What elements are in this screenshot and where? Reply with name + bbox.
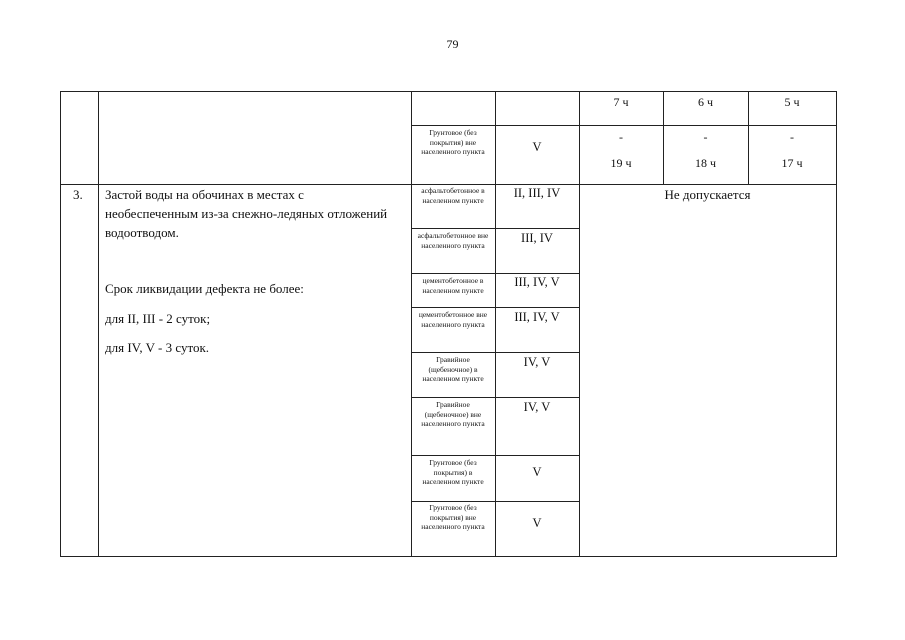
row-line-top-sub [411, 125, 836, 126]
hours-cell-2: 6 ч [697, 95, 714, 109]
class-value: III, IV [521, 231, 553, 245]
col-line-2 [411, 92, 412, 556]
class-value: V [532, 516, 542, 530]
class-value: III, IV, V [514, 275, 560, 289]
item-number: 3. [73, 187, 83, 202]
class-value: III, IV, V [514, 310, 560, 324]
hours2-cell-3: 17 ч [781, 156, 803, 170]
surface-label: асфальтобетонное в населенном пункте [421, 186, 485, 205]
class-value: IV, V [523, 400, 551, 414]
row-line-surface-4 [411, 352, 579, 353]
class-value-top: V [532, 140, 542, 154]
row-line-surface-6 [411, 455, 579, 456]
deadline-title: Срок ликвидации дефекта не более: [105, 281, 304, 296]
row-line-surface-5 [411, 397, 579, 398]
table [60, 91, 837, 557]
dash-1: - [619, 130, 623, 144]
surface-label: Гравийное (щебеночное) в населенном пункте [422, 355, 484, 383]
class-value: V [532, 465, 542, 479]
page-number: 79 [446, 37, 459, 51]
surface-label: Гравийное (щебеночное) вне населенного пункта [421, 400, 485, 428]
row-line-surface-2 [411, 273, 579, 274]
surface-label: цементобетонное вне населенного пункта [418, 310, 488, 329]
item-description: Застой воды на обочинах в местах с необеспеченным из-за снежно-ледяных отложений водоотводом. [105, 187, 388, 240]
dash-3: - [790, 130, 794, 144]
hours2-cell-2: 18 ч [694, 156, 717, 170]
class-value: II, III, IV [513, 186, 561, 200]
deadline-line-1: для II, III - 2 суток; [105, 311, 211, 326]
dash-2: - [703, 130, 708, 144]
surface-label: Грунтовое (без покрытия) вне населенного пункта [421, 503, 485, 531]
hours-cell-1: 7 ч [613, 95, 629, 109]
col-line-1 [98, 92, 99, 556]
surface-label: асфальтобетонное вне населенного пункта [417, 231, 489, 250]
row-line-surface-3 [411, 307, 579, 308]
hours-cell-3: 5 ч [784, 95, 800, 109]
surface-label-top: Грунтовое (без покрытия) вне населенного пункта [421, 128, 485, 156]
surface-label: цементобетонное в населенном пункте [422, 276, 484, 295]
surface-label: Грунтовое (без покрытия) в населенном пункте [422, 458, 484, 486]
hours2-cell-1: 19 ч [610, 156, 632, 170]
status-text: Не допускается [664, 187, 751, 202]
row-line-surface-1 [411, 228, 579, 229]
class-value: IV, V [523, 355, 551, 369]
deadline-line-2: для IV, V - 3 суток. [105, 340, 210, 355]
row-line-surface-7 [411, 501, 579, 502]
